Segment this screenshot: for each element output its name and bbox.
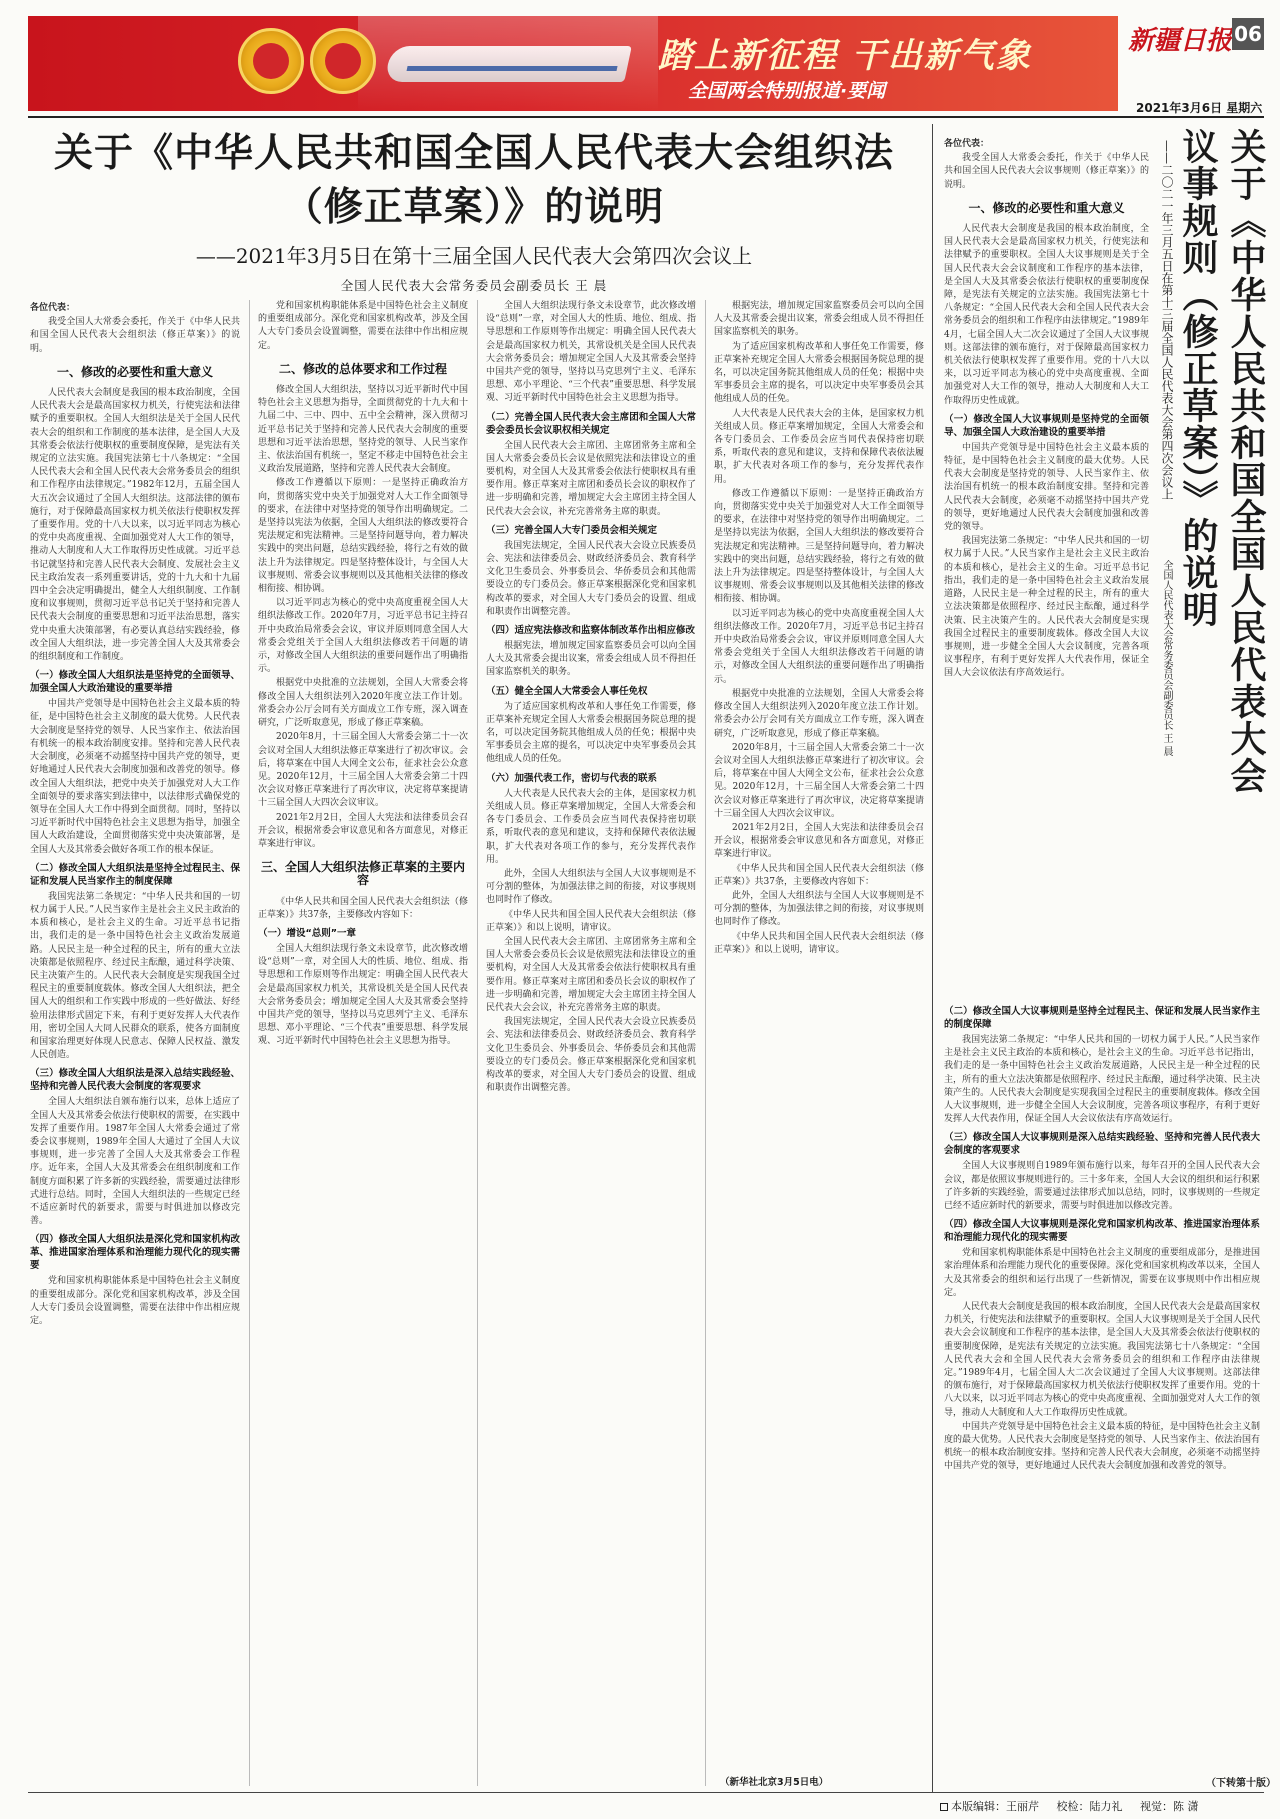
- body-paragraph: 以习近平同志为核心的党中央高度重视全国人大组织法修改工作。2020年7月，习近平总书记主持召开中央政治局常委会会议，审议并原则同意全国人大常委会党组关于全国人大组织法修改若干问题的请示，对修改全国人大组织法的重要问题作出了明确指示。: [258, 598, 468, 675]
- body-paragraph: 全国人大组织法现行条文未设章节，此次修改增设“总则”一章，对全国人大的性质、地位、组成、指导思想和工作原则等作出规定：明确全国人民代表大会是最高国家权力机关，其常设机关是全国人民代表大会常务委员会；增加规定全国人大及其常委会坚持中国共产党的领导，坚持以马克思列宁主义、毛泽东思想、邓小平理论、“三个代表”重要思想、科学发展观、习近平新时代中国特色社会主义思想为指导。: [486, 301, 696, 404]
- body-paragraph: 根据党中央批准的立法规划，全国人大常委会将修改全国人大组织法列入2020年度立法工作计划。常委会办公厅会同有关方面成立工作专班，深入调查研究，广泛听取意见，形成了修正草案稿。: [714, 688, 924, 739]
- column-divider: [705, 300, 706, 1786]
- body-paragraph: 根据宪法，增加规定国家监察委员会可以向全国人大及其常委会提出议案，常委会组成人员不得担任国家监察机关的职务。: [714, 301, 924, 338]
- body-paragraph: 全国人大组织法现行条文未设章节，此次修改增设“总则”一章，对全国人大的性质、地位、组成、指导思想和工作原则等作出规定：明确全国人民代表大会是最高国家权力机关，其常设机关是全国人民代表大会常务委员会；增加规定全国人大及其常委会坚持中国共产党的领导，坚持以马克思列宁主义、毛泽东思想、邓小平理论、“三个代表”重要思想、科学发展观、习近平新时代中国特色社会主义思想为指导。: [258, 943, 468, 1047]
- body-paragraph: 2020年8月，十三届全国人大常委会第二十一次会议对全国人大组织法修正草案进行了初次审议。会后，将草案在中国人大网全文公布，征求社会公众意见。2020年12月，十三届全国人大常委会第二十四次会议对修正草案进行了再次审议，决定将草案提请十三届全国人大四次会议审议。: [714, 742, 924, 819]
- body-paragraph: 此外，全国人大组织法与全国人大议事规则是不可分割的整体，为加强法律之间的衔接，对议事规则也同时作了修改。: [714, 890, 924, 928]
- body-paragraph: 党和国家机构职能体系是中国特色社会主义制度的重要组成部分。深化党和国家机构改革，涉及全国人大专门委员会设置调整，需要在法律中作出相应规定。: [30, 1276, 240, 1326]
- issue-date: 2021年3月6日 星期六: [1136, 101, 1263, 115]
- sub-heading: （一）修改全国人大组织法是坚持党的全面领导、加强全国人大政治建设的重要举措: [30, 670, 240, 695]
- sub-heading: （一）增设“总则”一章: [258, 927, 356, 939]
- article1-column-3: [486, 300, 696, 1786]
- editor-credit: 本版编辑：王丽芹: [951, 1800, 1039, 1813]
- column-divider: [249, 300, 250, 1786]
- body-paragraph: 为了适应国家机构改革和人事任免工作需要，修正草案补充规定全国人大常委会根据国务院总理的提名，可以决定国务院其他组成人员的任免；根据中央军事委员会主席的提名，可以决定中央军事委员会其他组成人员的任免。: [486, 701, 696, 765]
- article1-dateline: （新华社北京3月5日电）: [720, 1777, 829, 1788]
- body-paragraph: 党和国家机构职能体系是中国特色社会主义制度的重要组成部分，是推进国家治理体系和治理能力现代化的重要保障。深化党和国家机构改革以来，全国人大及其常委会的组织和运行出现了一些新情况，需要在议事规则中作出相应规定。: [944, 1248, 1260, 1298]
- sub-heading: （三）修改全国人大组织法是深入总结实践经验、坚持和完善人民代表大会制度的客观要求: [30, 1068, 240, 1093]
- header-banner: [28, 16, 1118, 111]
- newspaper-logo: 新疆日报: [1128, 26, 1233, 56]
- intro-paragraph: 我受全国人大常委会委托，作关于《中华人民共和国全国人民代表大会组织法（修正草案）》的说明。: [30, 317, 240, 354]
- article1-byline: 全国人民代表大会常务委员会副委员长 王 晨: [340, 278, 608, 293]
- national-emblem-icon: [238, 28, 304, 94]
- body-paragraph: 中国共产党领导是中国特色社会主义最本质的特征，是中国特色社会主义制度的最大优势。人民代表大会制度是坚持党的领导、人民当家作主、依法治国有机统一的根本政治制度安排。坚持和完善人民代表大会制度，必须毫不动摇坚持中国共产党的领导，更好地通过人民代表大会制度加强和改善党的领导。: [944, 1421, 1260, 1472]
- body-paragraph: 全国人民代表大会主席团、主席团常务主席和全国人大常委会委员长会议是依照宪法和法律设立的重要机构，对全国人大及其常委会依法行使职权具有重要作用。修正草案对主席团和委员长会议的职权作了进一步明确和完善，增加规定大会主席团主持全国人民代表大会会议，补充完善常务主席的职责。: [486, 936, 696, 1013]
- sub-heading: （四）修改全国人大组织法是深化党和国家机构改革、推进国家治理体系和治理能力现代化的现实需要: [30, 1234, 240, 1272]
- body-paragraph: 全国人大议事规则自1989年颁布施行以来，每年召开的全国人民代表大会会议，都是依照议事规则进行的。三十多年来，全国人大会议的组织和运行积累了许多新的实践经验，需要通过法律形式加以总结，同时，议事规则的一些规定已经不适应新时代的新要求，需要与时俱进加以修改完善。: [944, 1161, 1260, 1212]
- body-paragraph: 全国人民代表大会主席团、主席团常务主席和全国人大常委会委员长会议是依照宪法和法律设立的重要机构，对全国人大及其常委会依法行使职权具有重要作用。修正草案对主席团和委员长会议的职权作了进一步明确和完善，增加规定大会主席团主持全国人民代表大会会议，补充完善常务主席的职责。: [486, 440, 696, 517]
- body-paragraph: 人民代表大会制度是我国的根本政治制度，全国人民代表大会是最高国家权力机关，行使宪法和法律赋予的重要职权。全国人大议事规则是关于全国人民代表大会会议制度和工作程序的基本法律，是全国人大及其常委会依法行使职权的重要制度保障，是宪法有关规定的立法实施。我国宪法第七十八条规定：“全国人民代表大会和全国人民代表大会常务委员会的组织和工作程序由法律规定。”1989年4月，七届全国人大二次会议通过了全国人大议事规则。这部法律的颁布施行，对于保障最高国家权力机关依法行使职权发挥了重要作用。党的十八大以来，以习近平同志为核心的党中央高度重视、全面加强党对人大工作的领导，推动人大制度和人大工作取得历史性成就。: [944, 224, 1149, 406]
- sub-heading: （六）加强代表工作，密切与代表的联系: [486, 772, 658, 784]
- body-paragraph: 我国宪法第二条规定：“中华人民共和国的一切权力属于人民。”人民当家作主是社会主义民主政治的本质和核心，是社会主义的生命。习近平总书记指出，我们走的是一条中国特色社会主义政治发展道路，人民民主是一种全过程的民主，所有的重大立法决策都是依照程序、经过民主酝酿，通过科学决策、民主决策产生的。人民代表大会制度是实现我国全过程民主的重要制度载体。修改全国人大议事规则，进一步健全全国人大会议制度，完善各项议事程序，有利于更好发挥人大代表作用，保证全国人大会议依法有序高效运行。: [944, 536, 1149, 679]
- body-paragraph: 人大代表是人民代表大会的主体，是国家权力机关组成人员。修正草案增加规定，全国人大常委会和各专门委员会、工作委员会应当同代表保持密切联系，听取代表的意见和建议，支持和保障代表依法履职，扩大代表对各项工作的参与，充分发挥代表作用。: [714, 408, 924, 485]
- column-divider: [477, 300, 478, 1786]
- sub-heading: （二）修改全国人大组织法是坚持全过程民主、保证和发展人民当家作主的制度保障: [30, 862, 240, 887]
- body-paragraph: 根据宪法，增加规定国家监察委员会可以向全国人大及其常委会提出议案，常委会组成人员不得担任国家监察机关的职务。: [486, 641, 696, 678]
- body-paragraph: 全国人大组织法自颁布施行以来，总体上适应了全国人大及其常委会依法行使职权的需要，在实践中发挥了重要作用。1987年全国人大常委会通过了常委会议事规则，1989年全国人大通过了全国人大议事规则，进一步完善了全国人大及其常委会工作程序。近年来，全国人大及其常委会在组织制度和工作制度方面积累了许多新的实践经验，需要通过法律形式进行总结。同时，全国人大组织法的一些规定已经不适应新时代的新要求，需要与时俱进加以修改完善。: [30, 1097, 240, 1227]
- designer-credit: 视觉：陈 潇: [1140, 1800, 1199, 1813]
- article2-title-line1: 关于《中华人民共和国全国人民代表大会: [1225, 128, 1267, 794]
- body-paragraph: 此外，全国人大组织法与全国人大议事规则是不可分割的整体，为加强法律之间的衔接，对议事规则也同时作了修改。: [486, 868, 696, 906]
- page-number: 06: [1232, 18, 1264, 50]
- body-paragraph: 以习近平同志为核心的党中央高度重视全国人大组织法修改工作。2020年7月，习近平总书记主持召开中央政治局常委会会议，审议并原则同意全国人大常委会党组关于全国人大组织法修改若干问题的请示，对修改全国人大组织法的重要问题作出了明确指示。: [714, 608, 924, 685]
- body-paragraph: 2021年2月2日，全国人大宪法和法律委员会召开会议，根据常委会审议意见和各方面意见，对修正草案进行审议。: [258, 812, 468, 849]
- article1-column-1: [30, 300, 240, 1786]
- body-paragraph: 我国宪法第二条规定：“中华人民共和国的一切权力属于人民。”人民当家作主是社会主义民主政治的本质和核心，是社会主义的生命。习近平总书记指出，我们走的是一条中国特色社会主义政治发展道路。人民民主是一种全过程的民主，所有的重大立法决策都是依照程序、经过民主酝酿，通过科学决策、民主决策产生的。人民代表大会制度是实现我国全过程民主的重要制度载体。修改全国人大组织法，把全国人大的组织和工作实践中形成的一些好做法、好经验用法律形式固定下来，有利于更好发挥人大代表作用，密切全国人大同人民群众的联系，使各方面制度和国家治理更好体现人民意志、保障人民权益、激发人民创造。: [30, 891, 240, 1061]
- cppcc-emblem-icon: [310, 28, 376, 94]
- body-paragraph: 根据党中央批准的立法规划，全国人大常委会将修改全国人大组织法列入2020年度立法工作计划。常委会办公厅会同有关方面成立工作专班，深入调查研究，广泛听取意见，形成了修正草案稿。: [258, 678, 468, 729]
- body-paragraph: 人大代表是人民代表大会的主体，是国家权力机关组成人员。修正草案增加规定，全国人大常委会和各专门委员会、工作委员会应当同代表保持密切联系，听取代表的意见和建议，支持和保障代表依法履职，扩大代表对各项工作的参与，充分发挥代表作用。: [486, 788, 696, 865]
- article2-column-2: [944, 1000, 1260, 1786]
- body-paragraph: 人民代表大会制度是我国的根本政治制度，全国人民代表大会是最高国家权力机关，行使宪法和法律赋予的重要职权。全国人大组织法是关于全国人民代表大会的组织和工作制度的基本法律，是全国人大及其常委会依法行使职权的重要制度保障，是宪法有关规定的立法实施。我国宪法第七十八条规定：“全国人民代表大会和全国人民代表大会常务委员会的组织和工作程序由法律规定。”1982年12月，五届全国人大五次会议通过了全国人大组织法。这部法律的颁布施行，对于保障最高国家权力机关依法行使职权发挥了重要作用。党的十八大以来，以习近平同志为核心的党中央高度重视、全面加强党对人大工作的领导，推动人大制度和人大工作取得历史性成就。习近平总书记就坚持和完善人民代表大会制度、发展社会主义民主政治发表一系列重要讲话，党的十九大和十九届四中全会决定明确提出，健全人大组织制度、工作制度和议事规则，贯彻习近平总书记关于坚持和完善人民代表大会制度的重要思想和习近平法治思想，落实党中央重大决策部署，有必要认真总结实践经验，修改全国人大组织法，进一步完善全国人大及其常委会的组织制度和工作制度。: [30, 388, 240, 663]
- section-heading: 一、修改的必要性和重大意义: [968, 200, 1125, 215]
- footer-rule: [28, 1792, 1264, 1793]
- body-paragraph: 《中华人民共和国全国人民代表大会组织法（修正草案）》和以上说明，请审议。: [486, 909, 696, 933]
- section-heading: 三、全国人大组织法修正草案的主要内容: [260, 860, 465, 888]
- sub-heading: （四）修改全国人大议事规则是深化党和国家机构改革、推进国家治理体系和治理能力现代化的现实需要: [944, 1219, 1260, 1244]
- body-paragraph: 《中华人民共和国全国人民代表大会组织法（修正草案）》共37条，主要修改内容如下：: [258, 896, 468, 920]
- article2-title-line2: 议事规则（修正草案）》的说明: [1177, 128, 1219, 628]
- square-icon: [940, 1803, 948, 1811]
- article-separator: [932, 124, 933, 1792]
- credits-footer: [940, 1798, 1213, 1814]
- high-speed-train-icon: [384, 46, 632, 82]
- article1-column-2: [258, 300, 468, 1786]
- intro-paragraph: 我受全国人大常委会委托，作关于《中华人民共和国全国人民代表大会议事规则（修正草案）》的说明。: [944, 153, 1149, 190]
- article1-subtitle: ——2021年3月5日在第十三届全国人民代表大会第四次会议上: [195, 244, 753, 268]
- sub-heading: （二）修改全国人大议事规则是坚持全过程民主、保证和发展人民当家作主的制度保障: [944, 1006, 1260, 1030]
- body-paragraph: 修改工作遵循以下原则：一是坚持正确政治方向，贯彻落实党中央关于加强党对人大工作全面领导的要求，在法律中对坚持党的领导作出明确规定。二是坚持以宪法为依据，全国人大组织法的修改要符合宪法规定和宪法精神。三是坚持问题导向，着力解决实践中的突出问题，总结实践经验，将行之有效的做法上升为法律规定。四是坚持整体设计，与全国人大议事规则、常委会议事规则以及其他相关法律的修改相衔接、相协调。: [714, 488, 924, 605]
- article2-byline: 全国人民代表大会常务委员会副委员长 王 晨: [1161, 560, 1172, 757]
- sub-heading: （三）修改全国人大议事规则是深入总结实践经验、坚持和完善人民代表大会制度的客观要求: [944, 1132, 1260, 1157]
- body-paragraph: 党和国家机构职能体系是中国特色社会主义制度的重要组成部分。深化党和国家机构改革，涉及全国人大专门委员会设置调整，需要在法律中作出相应规定。: [258, 301, 468, 351]
- proofreader-credit: 校检：陆力礼: [1056, 1800, 1123, 1813]
- body-paragraph: 2020年8月，十三届全国人大常委会第二十一次会议对全国人大组织法修正草案进行了初次审议。会后，将草案在中国人大网全文公布，征求社会公众意见。2020年12月，十三届全国人大常委会第二十四次会议对修正草案进行了再次审议，决定将草案提请十三届全国人大四次会议审议。: [258, 732, 468, 809]
- greeting: 各位代表：: [944, 139, 990, 149]
- greeting: 各位代表：: [30, 303, 76, 313]
- body-paragraph: 中国共产党领导是中国特色社会主义最本质的特征，是中国特色社会主义制度的最大优势。人民代表大会制度是坚持党的领导、人民当家作主、依法治国有机统一的根本政治制度安排。坚持和完善人民代表大会制度，必须毫不动摇坚持中国共产党的领导，更好地通过人民代表大会制度加强和改善党的领导。: [944, 442, 1149, 533]
- sub-heading: （一）修改全国人大议事规则是坚持党的全面领导、加强全国人大政治建设的重要举措: [944, 413, 1149, 438]
- sub-heading: （二）完善全国人民代表大会主席团和全国人大常委会委员长会议职权相关规定: [486, 411, 696, 436]
- section-heading: 二、修改的总体要求和工作过程: [278, 361, 447, 376]
- banner-subtitle: 全国两会特别报道·要闻: [688, 80, 886, 102]
- body-paragraph: 为了适应国家机构改革和人事任免工作需要，修正草案补充规定全国人大常委会根据国务院总理的提名，可以决定国务院其他组成人员的任免；根据中央军事委员会主席的提名，可以决定中央军事委员会其他组成人员的任免。: [714, 341, 924, 405]
- article1-title: 关于《中华人民共和国全国人民代表大会组织法（修正草案）》的说明: [53, 130, 894, 230]
- body-paragraph: 《中华人民共和国全国人民代表大会组织法（修正草案）》共37条，主要修改内容如下：: [714, 863, 924, 887]
- continued-note: （下转第十版）: [1206, 1778, 1276, 1789]
- top-rule: [28, 116, 1264, 118]
- body-paragraph: 《中华人民共和国全国人民代表大会组织法（修正草案）》和以上说明，请审议。: [714, 931, 924, 955]
- article1-column-4: [714, 300, 924, 1770]
- banner-slogan: 踏上新征程 干出新气象: [658, 36, 1032, 76]
- body-paragraph: 2021年2月2日，全国人大宪法和法律委员会召开会议，根据常委会审议意见和各方面意见，对修正草案进行审议。: [714, 822, 924, 860]
- sub-heading: （四）适应宪法修改和监察体制改革作出相应修改: [486, 625, 696, 637]
- body-paragraph: 人民代表大会制度是我国的根本政治制度，全国人民代表大会是最高国家权力机关，行使宪法和法律赋予的重要职权。全国人大议事规则是关于全国人民代表大会会议制度和工作程序的基本法律，是全国人大及其常委会依法行使职权的重要制度保障，是宪法有关规定的立法实施。我国宪法第七十八条规定：“全国人民代表大会和全国人民代表大会常务委员会的组织和工作程序由法律规定。”1989年4月，七届全国人大二次会议通过了全国人大议事规则。这部法律的颁布施行，对于保障最高国家权力机关依法行使职权发挥了重要作用。党的十八大以来，以习近平同志为核心的党中央高度重视、全面加强党对人大工作的领导，推动人大制度和人大工作取得历史性成就。: [944, 1302, 1260, 1418]
- section-heading: 一、修改的必要性和重大意义: [56, 364, 213, 379]
- sub-heading: （三）完善全国人大专门委员会相关规定: [486, 524, 658, 536]
- body-paragraph: 我国宪法规定，全国人民代表大会设立民族委员会、宪法和法律委员会、财政经济委员会、教育科学文化卫生委员会、外事委员会、华侨委员会和其他需要设立的专门委员会。修正草案根据深化党和国家机构改革的要求，对全国人大专门委员会的设置、组成和职责作出调整完善。: [486, 540, 696, 617]
- article2-column-1: [944, 136, 1149, 996]
- body-paragraph: 我国宪法第二条规定：“中华人民共和国的一切权力属于人民。”人民当家作主是社会主义民主政治的本质和核心，是社会主义的生命。习近平总书记指出，我们走的是一条中国特色社会主义政治发展道路，人民民主是一种全过程的民主，所有的重大立法决策都是依照程序、经过民主酝酿，通过科学决策、民主决策产生的。人民代表大会制度是实现我国全过程民主的重要制度载体。修改全国人大议事规则，进一步健全全国人大会议制度，完善各项议事程序，有利于更好发挥人大代表作用，保证全国人大会议依法有序高效运行。: [944, 1035, 1260, 1125]
- body-paragraph: 修改全国人大组织法，坚持以习近平新时代中国特色社会主义思想为指导，全面贯彻党的十九大和十九届二中、三中、四中、五中全会精神，深入贯彻习近平总书记关于坚持和完善人民代表大会制度的重要思想和习近平法治思想，坚持党的领导、人民当家作主、依法治国有机统一，坚定不移走中国特色社会主义政治发展道路，坚持和完善人民代表大会制度。: [258, 385, 468, 475]
- body-paragraph: 修改工作遵循以下原则：一是坚持正确政治方向，贯彻落实党中央关于加强党对人大工作全面领导的要求，在法律中对坚持党的领导作出明确规定。二是坚持以宪法为依据，全国人大组织法的修改要符合宪法规定和宪法精神。三是坚持问题导向，着力解决实践中的突出问题，总结实践经验，将行之有效的做法上升为法律规定。四是坚持整体设计，与全国人大议事规则、常委会议事规则以及其他相关法律的修改相衔接、相协调。: [258, 478, 468, 595]
- body-paragraph: 我国宪法规定，全国人民代表大会设立民族委员会、宪法和法律委员会、财政经济委员会、教育科学文化卫生委员会、外事委员会、华侨委员会和其他需要设立的专门委员会。修正草案根据深化党和国家机构改革的要求，对全国人大专门委员会的设置、组成和职责作出调整完善。: [486, 1017, 696, 1094]
- article2-subtitle: ——二〇二一年三月五日在第十三届全国人民代表大会第四次会议上: [1160, 140, 1174, 500]
- sub-heading: （五）健全全国人大常委会人事任免权: [486, 685, 648, 697]
- article2-vertical-title: [1168, 128, 1268, 988]
- body-paragraph: 中国共产党领导是中国特色社会主义最本质的特征，是中国特色社会主义制度的最大优势。人民代表大会制度是坚持党的领导、人民当家作主、依法治国有机统一的根本政治制度安排。坚持和完善人民代表大会制度，必须毫不动摇坚持中国共产党的领导，更好地通过人民代表大会制度加强和改善党的领导。修改全国人大组织法，把党中央关于加强党对人大工作全面领导的要求落实到法律中，以法律形式确保党的领导在全国人大工作中得到全面贯彻。同时，坚持以习近平新时代中国特色社会主义思想为指导，加强全国人大政治建设，全面贯彻落实党中央决策部署，是全国人大及其常委会做好各项工作的根本保证。: [30, 699, 240, 855]
